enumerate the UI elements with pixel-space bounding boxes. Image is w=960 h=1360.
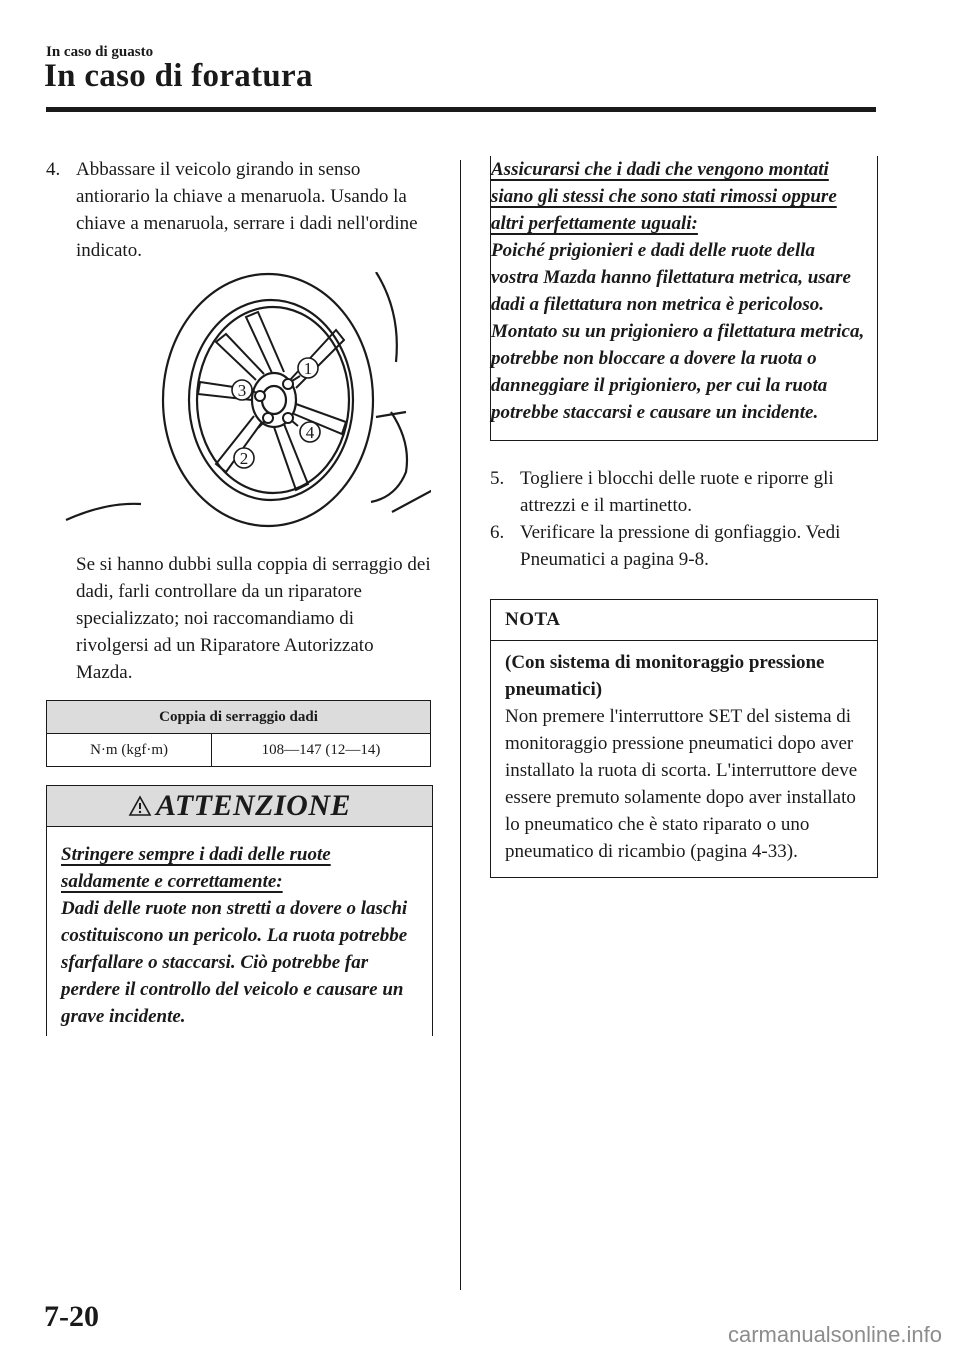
- section-label: In caso di guasto: [46, 44, 154, 60]
- page-number: 7-20: [44, 1300, 99, 1333]
- nut-label-3: 3: [237, 381, 247, 400]
- warning-continuation-text: Poiché prigionieri e dadi delle ruote della vostra Mazda hanno filettatura metrica, usare dadi a filettatura non metrica è pericoloso. Montato su un prigioniero a filettatura metrica, potrebbe non bloccare a dovere la ruota o danneggiare il prigioniero, per cui la ruota potrebbe staccarsi e causare un incidente.: [491, 240, 865, 423]
- right-column: [490, 156, 876, 878]
- steps-right: [490, 465, 876, 573]
- warning-continuation-body: [491, 156, 877, 440]
- nota-heading: (Con sistema di monitoraggio pressione pneumatici): [505, 652, 825, 700]
- nota-body: [491, 641, 877, 877]
- step-number: 4.: [46, 159, 61, 180]
- wheel-illustration: [46, 272, 431, 537]
- body-line-right: [392, 484, 431, 512]
- warning-text: Dadi delle ruote non stretti a dovere o laschi costituiscono un pericolo. La ruota potrebbe sfarfallare o staccarsi. Ciò potrebbe far perdere il controllo del veicolo e causare un grave incidente.: [61, 898, 408, 1027]
- torque-unit-cell: N·m (kgf·m): [47, 734, 212, 767]
- warning-box: [46, 785, 433, 1036]
- fender-line-left: [66, 504, 141, 520]
- step-number: 6.: [490, 522, 505, 543]
- title-rule: [46, 107, 876, 112]
- wheel-figure: [46, 272, 431, 537]
- torque-table-header: Coppia di serraggio dadi: [47, 701, 431, 734]
- step-5: [490, 465, 876, 519]
- page-title: In caso di foratura: [44, 58, 313, 94]
- torque-table: [46, 700, 431, 767]
- warning-title: ATTENZIONE: [155, 789, 352, 822]
- step-text: Abbassare il veicolo girando in senso antiorario la chiave a menaruola. Usando la chiave a menaruola, serrare i dadi nell'ordine indicato.: [76, 159, 418, 261]
- step-number: 5.: [490, 468, 505, 489]
- step-6: [490, 519, 876, 573]
- step-4: [46, 156, 431, 264]
- watermark: carmanualsonline.info: [727, 1322, 942, 1347]
- left-column: [46, 156, 431, 1036]
- step-text: Verificare la pressione di gonfiaggio. Vedi Pneumatici a pagina 9-8.: [520, 522, 841, 570]
- warning-continuation-heading: Assicurarsi che i dadi che vengono montati siano gli stessi che sono stati rimossi oppure altri perfettamente uguali:: [491, 159, 837, 234]
- column-divider: [460, 160, 461, 1290]
- nota-box: [490, 599, 878, 878]
- torque-note: Se si hanno dubbi sulla coppia di serraggio dei dadi, farli controllare da un riparatore specializzato; noi raccomandiamo di rivolgersi ad un Riparatore Autorizzato Mazda.: [76, 554, 431, 683]
- fender-arch-right: [371, 412, 407, 502]
- torque-value-cell: 108—147 (12—14): [212, 734, 431, 767]
- warning-body: [47, 827, 432, 1036]
- warning-triangle-icon: [128, 795, 152, 817]
- nota-title: NOTA: [491, 600, 877, 641]
- warning-heading: Stringere sempre i dadi delle ruote saldamente e correttamente:: [61, 844, 331, 892]
- nut-label-2: 2: [239, 449, 249, 468]
- nut-label-1: 1: [303, 359, 313, 378]
- warning-continuation: [490, 156, 878, 441]
- nut-label-4: 4: [305, 423, 315, 442]
- step-text: Togliere i blocchi delle ruote e riporre gli attrezzi e il martinetto.: [520, 468, 834, 516]
- nota-text: Non premere l'interruttore SET del sistema di monitoraggio pressione pneumatici dopo aver installato la ruota di scorta. L'interruttore deve essere premuto solamente dopo aver installato lo pneumatico che è stato riparato o uno pneumatico di ricambio (pagina 4-33).: [505, 706, 858, 862]
- warning-header: [47, 786, 432, 827]
